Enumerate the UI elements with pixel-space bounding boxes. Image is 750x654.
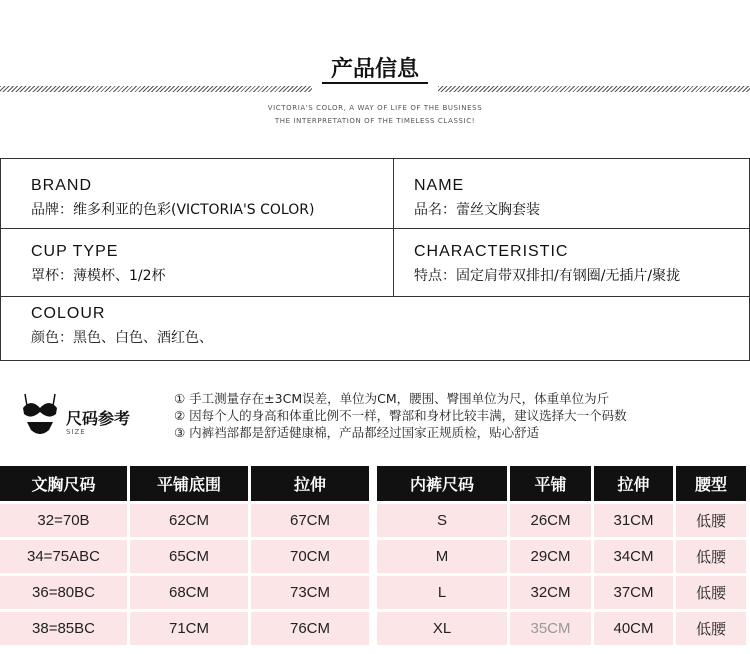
characteristic-value: 特点：固定肩带双排扣/有钢圈/无插片/聚拢: [414, 268, 681, 284]
bra-stretch-cell: 76CM: [251, 612, 369, 645]
bra-header-flat: 平铺底围: [130, 466, 248, 501]
panty-header-stretch: 拉伸: [594, 466, 673, 501]
decorative-hatch-right: [438, 86, 750, 92]
bra-stretch-cell: 70CM: [251, 540, 369, 573]
bra-flat-cell: 62CM: [130, 504, 248, 537]
panty-flat-cell: 29CM: [510, 540, 591, 573]
panty-stretch-cell: 37CM: [594, 576, 673, 609]
panty-size-table: [374, 463, 749, 648]
panty-size-cell: XL: [377, 612, 507, 645]
bra-flat-cell: 68CM: [130, 576, 248, 609]
bra-header-stretch: 拉伸: [251, 466, 369, 501]
colour-value: 颜色：黑色、白色、酒红色、: [31, 330, 213, 346]
bra-stretch-cell: 67CM: [251, 504, 369, 537]
colour-label: COLOUR: [31, 305, 106, 322]
panty-waist-cell: 低腰: [676, 504, 746, 537]
info-brand: [31, 177, 314, 219]
bra-size-cell: 32=70B: [0, 504, 127, 537]
characteristic-label: CHARACTERISTIC: [414, 243, 569, 260]
lingerie-icon: [22, 392, 58, 442]
size-ref-title: 尺码参考: [66, 409, 131, 428]
bra-flat-cell: 65CM: [130, 540, 248, 573]
panty-stretch-cell: 31CM: [594, 504, 673, 537]
info-divider-h2: [1, 296, 749, 297]
panty-header-waist: 腰型: [676, 466, 746, 501]
tagline-line2: THE INTERPRETATION OF THE TIMELESS CLASSIC!: [274, 117, 476, 125]
bra-size-cell: 36=80BC: [0, 576, 127, 609]
panty-header-size: 内裤尺码: [377, 466, 507, 501]
page-title: 产品信息: [330, 57, 419, 82]
table-row: [377, 576, 746, 609]
panty-size-cell: M: [377, 540, 507, 573]
panty-stretch-cell: 34CM: [594, 540, 673, 573]
note-1: ① 手工测量存在±3CM误差，单位为CM，腰围、臀围单位为尺，体重单位为斤: [174, 391, 610, 406]
bra-stretch-cell: 73CM: [251, 576, 369, 609]
panty-flat-cell: 26CM: [510, 504, 591, 537]
table-row: [0, 540, 369, 573]
title-underline: [322, 82, 428, 84]
decorative-hatch-left: [0, 86, 312, 92]
cup-type-label: CUP TYPE: [31, 243, 119, 260]
info-colour: [31, 305, 213, 347]
panty-flat-cell: 32CM: [510, 576, 591, 609]
table-row: [377, 612, 746, 645]
panty-waist-cell: 低腰: [676, 612, 746, 645]
bra-size-table: [0, 463, 372, 648]
info-cup-type: [31, 243, 166, 285]
size-ref-subtitle: SIZE: [66, 428, 86, 436]
bra-header-size: 文胸尺码: [0, 466, 127, 501]
name-value: 品名：蕾丝文胸套装: [414, 202, 540, 218]
panty-table-header: [377, 466, 746, 501]
info-name: [414, 177, 540, 219]
bra-size-cell: 34=75ABC: [0, 540, 127, 573]
brand-value: 品牌：维多利亚的色彩(VICTORIA'S COLOR): [31, 202, 315, 218]
table-row: [0, 504, 369, 537]
panty-stretch-cell: 40CM: [594, 612, 673, 645]
bra-size-cell: 38=85BC: [0, 612, 127, 645]
panty-size-cell: L: [377, 576, 507, 609]
panty-size-cell: S: [377, 504, 507, 537]
table-row: [377, 540, 746, 573]
bra-flat-cell: 71CM: [130, 612, 248, 645]
table-row: [0, 576, 369, 609]
bra-table-header: [0, 466, 369, 501]
info-divider-h1: [1, 228, 749, 229]
info-characteristic: [414, 243, 680, 285]
tagline-line1: VICTORIA'S COLOR, A WAY OF LIFE OF THE BUSINESS: [267, 104, 483, 112]
product-info-box: [0, 158, 750, 361]
table-row: [0, 612, 369, 645]
note-3: ③ 内裤裆部都是舒适健康棉，产品都经过国家正规质检，贴心舒适: [174, 425, 540, 440]
brand-label: BRAND: [31, 177, 93, 194]
name-label: NAME: [414, 177, 465, 194]
panty-header-flat: 平铺: [510, 466, 591, 501]
panty-waist-cell: 低腰: [676, 540, 746, 573]
panty-flat-cell: 35CM: [510, 612, 591, 645]
cup-type-value: 罩杯：薄模杯、1/2杯: [31, 268, 166, 284]
note-2: ② 因每个人的身高和体重比例不一样，臀部和身材比较丰满，建议选择大一个码数: [174, 408, 627, 423]
size-notes: [174, 390, 627, 441]
table-row: [377, 504, 746, 537]
panty-waist-cell: 低腰: [676, 576, 746, 609]
